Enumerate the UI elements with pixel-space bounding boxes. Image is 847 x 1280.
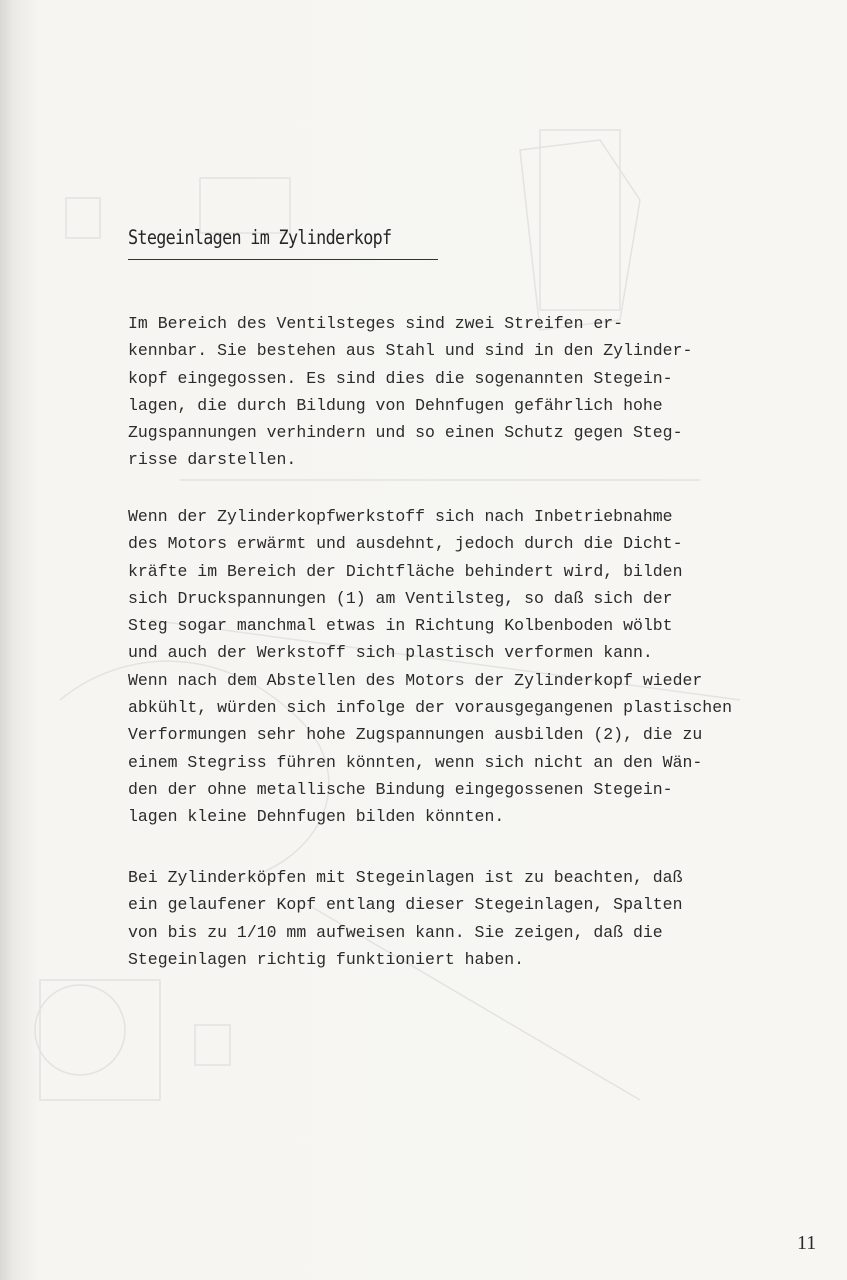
- text-line: von bis zu 1/10 mm aufweisen kann. Sie zeigen, daß die: [128, 922, 663, 942]
- text-line: Steg sogar manchmal etwas in Richtung Kolbenboden wölbt: [128, 616, 673, 636]
- text-line: ein gelaufener Kopf entlang dieser Stegeinlagen, Spalten: [128, 895, 683, 915]
- text-line: lagen kleine Dehnfugen bilden könnten.: [128, 807, 505, 827]
- text-line: Bei Zylinderköpfen mit Stegeinlagen ist zu beachten, daß: [128, 868, 683, 887]
- paragraph-3: [128, 864, 818, 973]
- text-line: einem Stegriss führen könnten, wenn sich nicht an den Wän-: [128, 752, 703, 772]
- text-line: lagen, die durch Bildung von Dehnfugen gefährlich hohe: [128, 395, 663, 415]
- text-line: Im Bereich des Ventilsteges sind zwei Streifen er-: [128, 314, 624, 333]
- paragraph-1: [128, 310, 818, 474]
- text-line: kräfte im Bereich der Dichtfläche behindert wird, bilden: [128, 561, 683, 581]
- page-number: 11: [797, 1232, 817, 1254]
- text-line: Stegeinlagen richtig funktioniert haben.: [128, 949, 525, 969]
- text-line: kopf eingegossen. Es sind dies die sogenannten Stegein-: [128, 368, 673, 388]
- page-heading: Stegeinlagen im Zylinderkopf: [128, 226, 392, 249]
- heading-underline: [128, 259, 438, 260]
- text-line: den der ohne metallische Bindung eingegossenen Stegein-: [128, 779, 673, 799]
- text-line: risse darstellen.: [128, 450, 297, 470]
- text-line: Verformungen sehr hohe Zugspannungen ausbilden (2), die zu: [128, 725, 703, 745]
- text-line: Wenn der Zylinderkopfwerkstoff sich nach Inbetriebnahme: [128, 507, 673, 526]
- text-line: kennbar. Sie bestehen aus Stahl und sind in den Zylinder-: [128, 341, 693, 361]
- text-line: Zugspannungen verhindern und so einen Schutz gegen Steg-: [128, 423, 683, 443]
- text-line: abkühlt, würden sich infolge der vorausgegangenen plastischen: [128, 698, 732, 718]
- text-line: und auch der Werkstoff sich plastisch verformen kann.: [128, 643, 653, 663]
- text-line: sich Druckspannungen (1) am Ventilsteg, so daß sich der: [128, 588, 673, 608]
- text-line: des Motors erwärmt und ausdehnt, jedoch durch die Dicht-: [128, 534, 683, 554]
- text-line: Wenn nach dem Abstellen des Motors der Zylinderkopf wieder: [128, 670, 703, 690]
- paragraph-2: [128, 503, 818, 831]
